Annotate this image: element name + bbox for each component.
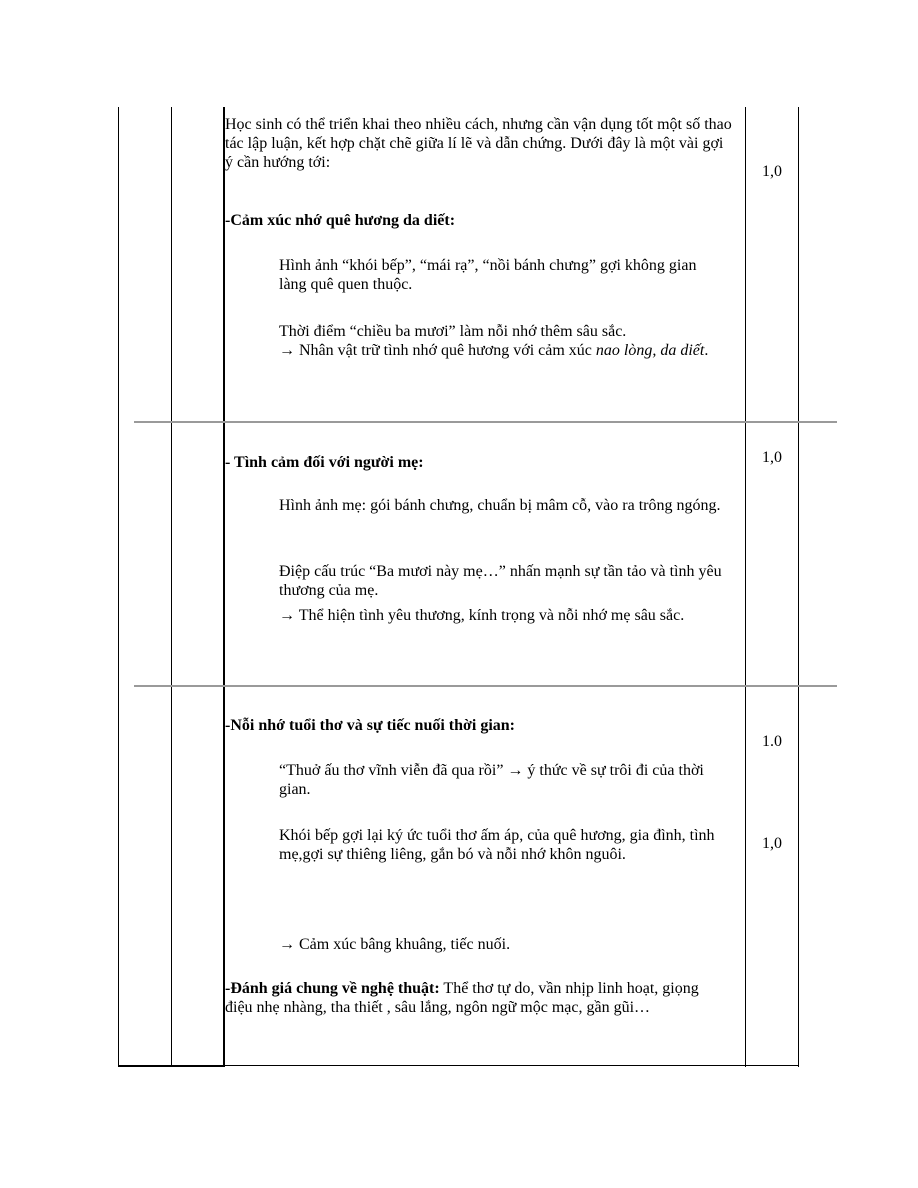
row1-point-3-suffix: . xyxy=(704,342,709,359)
row1-point-1: Hình ảnh “khói bếp”, “mái rạ”, “nồi bánh chưng” gợi không gian làng quê quen thuộc. xyxy=(279,257,697,293)
row1-point-3-prefix: → Nhân vật trữ tình nhớ quê hương với cảm xúc xyxy=(279,342,596,359)
table-col-divider-2 xyxy=(223,107,225,1067)
table-border-bottom-left xyxy=(118,1065,225,1067)
row1-score: 1,0 xyxy=(762,163,782,180)
row1-heading: -Cảm xúc nhớ quê hương da diết: xyxy=(225,212,456,229)
table-col-divider-1 xyxy=(171,107,172,1067)
row1-point-3-italic: nao lòng, da diết xyxy=(595,342,705,359)
row-divider-2 xyxy=(134,685,837,687)
row2-point-3: → Thể hiện tình yêu thương, kính trọng và nỗi nhớ mẹ sâu sắc. xyxy=(279,607,685,624)
row3-heading: -Nỗi nhớ tuổi thơ và sự tiếc nuối thời gian: xyxy=(225,717,515,734)
row3-art-evaluation xyxy=(225,979,725,1017)
row3-point-1: “Thuở ấu thơ vĩnh viễn đã qua rồi” → ý thức về sự trôi đi của thời gian. xyxy=(279,762,704,798)
row3-score-a: 1.0 xyxy=(762,733,782,750)
row3-score-b: 1,0 xyxy=(762,835,782,852)
row1-intro: Học sinh có thể triển khai theo nhiều cách, nhưng cần vận dụng tốt một số thao tác lập luận, kết hợp chặt chẽ giữa lí lẽ và dẫn chứng. Dưới đây là một vài gợi ý cần hướng tới: xyxy=(225,116,732,171)
row3-art-label: -Đánh giá chung về nghệ thuật: xyxy=(225,980,440,997)
row3-point-3: → Cảm xúc bâng khuâng, tiếc nuối. xyxy=(279,936,511,953)
row1-point-2: Thời điểm “chiều ba mươi” làm nỗi nhớ thêm sâu sắc. xyxy=(279,323,627,340)
row2-point-1: Hình ảnh mẹ: gói bánh chưng, chuẩn bị mâm cỗ, vào ra trông ngóng. xyxy=(279,497,721,514)
row2-heading: - Tình cảm đối với người mẹ: xyxy=(225,454,424,471)
table-border-bottom-right xyxy=(225,1065,799,1066)
table-border-left xyxy=(118,107,119,1067)
row3-point-2: Khói bếp gợi lại ký ức tuổi thơ ấm áp, của quê hương, gia đình, tình mẹ,gợi sự thiêng liêng, gắn bó và nỗi nhớ khôn nguôi. xyxy=(279,827,715,863)
row1-point-3 xyxy=(279,341,741,360)
row3-art-text: Thể thơ tự do, vần nhịp linh hoạt, giọng điệu nhẹ nhàng, tha thiết , sâu lắng, ngôn ngữ mộc mạc, gần gũi… xyxy=(225,980,699,1016)
row-divider-1 xyxy=(134,421,837,423)
row2-point-2: Điệp cấu trúc “Ba mươi này mẹ…” nhấn mạnh sự tần tảo và tình yêu thương của mẹ. xyxy=(279,563,722,599)
row2-score: 1,0 xyxy=(762,449,782,466)
table-col-divider-3 xyxy=(745,107,746,1067)
table-border-right xyxy=(798,107,799,1067)
